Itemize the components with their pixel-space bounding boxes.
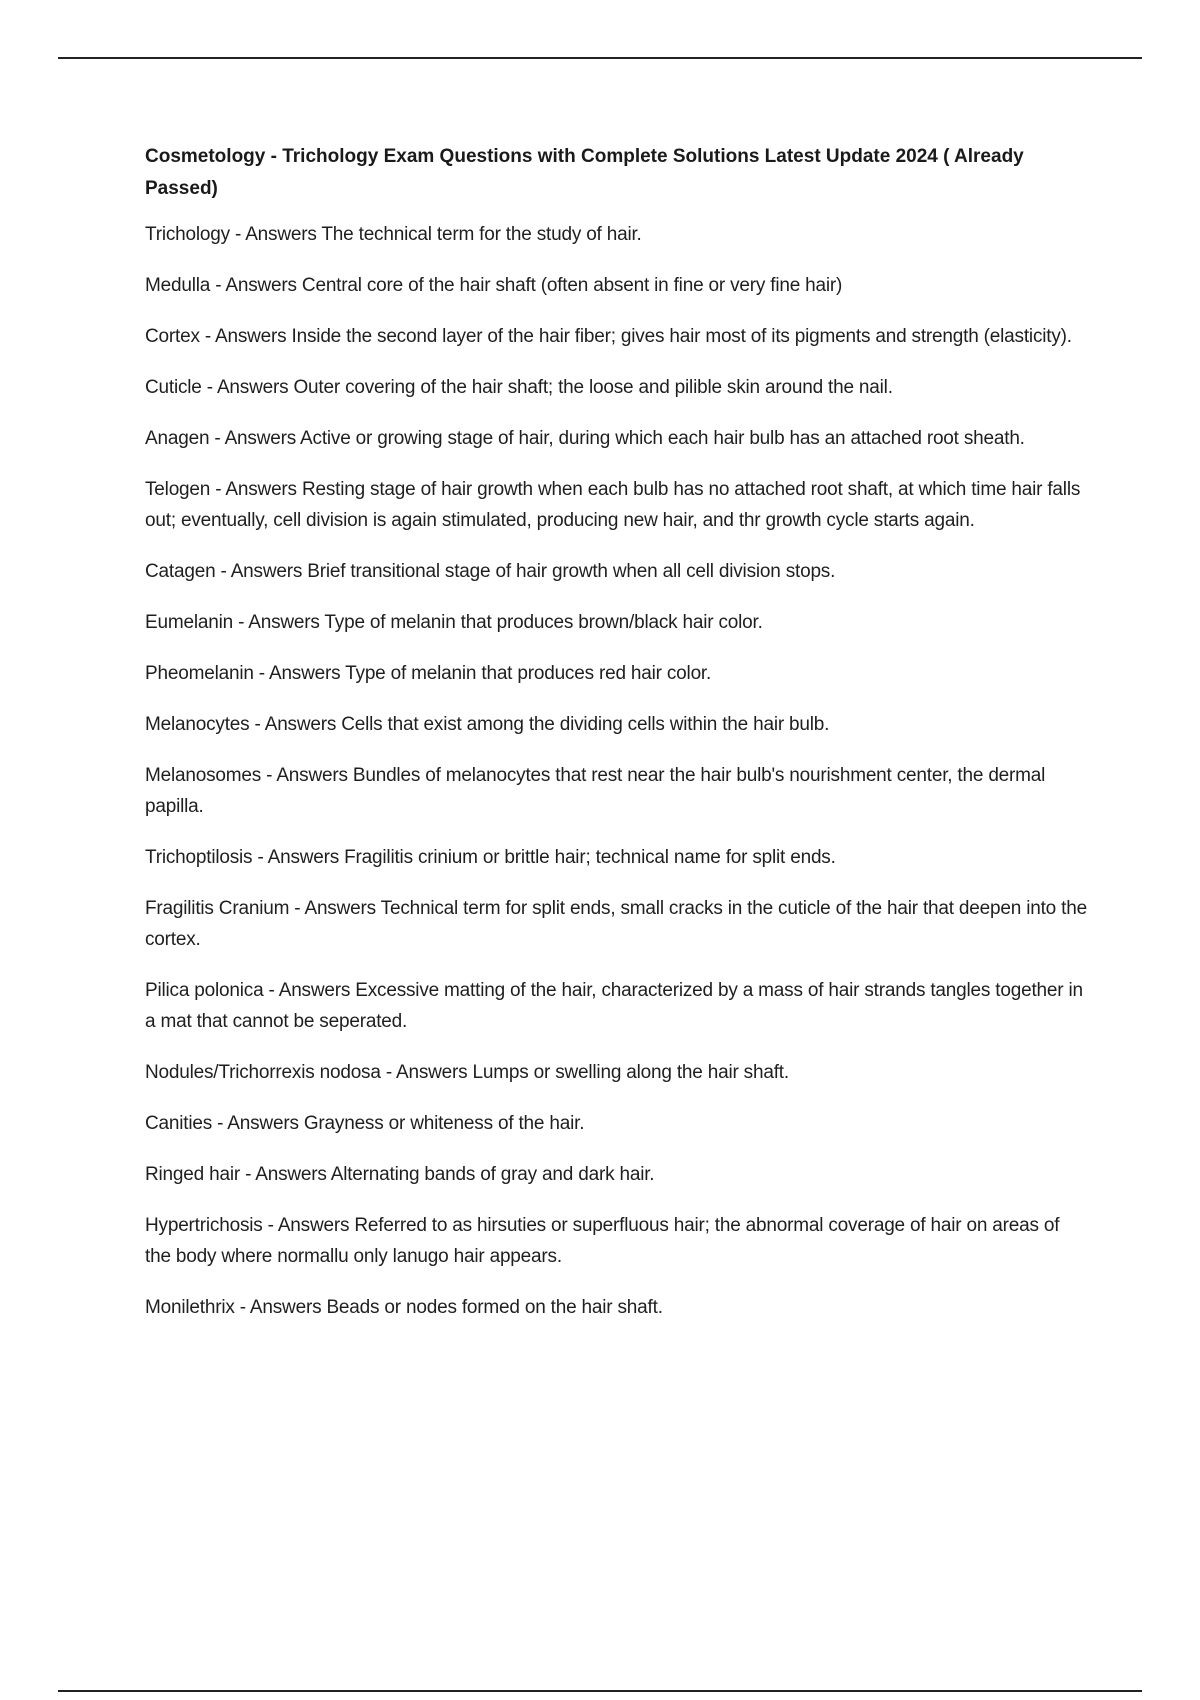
list-item: Cortex - Answers Inside the second layer of the hair fiber; gives hair most of its pigments and strength (elasticity). [145, 326, 1072, 347]
answer: Answers Bundles of melanocytes that rest near the hair bulb's nourishment center, the dermal papilla. [145, 765, 1046, 817]
term: Melanosomes [145, 765, 262, 786]
answer: Answers Central core of the hair shaft (often absent in fine or very fine hair) [225, 275, 843, 296]
list-item: Pheomelanin - Answers Type of melanin that produces red hair color. [145, 663, 712, 684]
term: Medulla [145, 275, 211, 296]
answer: Answers Type of melanin that produces red hair color. [268, 663, 712, 684]
list-item: Pilica polonica - Answers Excessive matting of the hair, characterized by a mass of hair strands tangles together in a mat that cannot be seperated. [145, 980, 1083, 1032]
term: Canities [145, 1113, 213, 1134]
qa-list [145, 219, 1090, 1323]
list-item: Eumelanin - Answers Type of melanin that produces brown/black hair color. [145, 612, 763, 633]
list-item: Hypertrichosis - Answers Referred to as hirsuties or superfluous hair; the abnormal coverage of hair on areas of the body where normallu only lanugo hair appears. [145, 1215, 1060, 1267]
answer: Answers Referred to as hirsuties or superfluous hair; the abnormal coverage of hair on areas of the body where normallu only lanugo hair appears. [145, 1215, 1060, 1267]
term: Fragilitis Cranium [145, 898, 290, 919]
answer: Answers Inside the second layer of the hair fiber; gives hair most of its pigments and strength (elasticity). [215, 326, 1072, 347]
answer: Answers Alternating bands of gray and dark hair. [255, 1164, 655, 1185]
term: Hypertrichosis [145, 1215, 263, 1236]
term: Monilethrix [145, 1297, 235, 1318]
answer: Answers Fragilitis crinium or brittle hair; technical name for split ends. [267, 847, 836, 868]
term: Trichology [145, 224, 230, 245]
list-item: Melanocytes - Answers Cells that exist among the dividing cells within the hair bulb. [145, 714, 830, 735]
list-item: Melanosomes - Answers Bundles of melanocytes that rest near the hair bulb's nourishment center, the dermal papilla. [145, 765, 1046, 817]
term: Pilica polonica [145, 980, 264, 1001]
list-item: Monilethrix - Answers Beads or nodes formed on the hair shaft. [145, 1297, 663, 1318]
term: Melanocytes [145, 714, 250, 735]
answer: Answers Beads or nodes formed on the hair shaft. [249, 1297, 663, 1318]
term: Eumelanin [145, 612, 233, 633]
list-item: Cuticle - Answers Outer covering of the hair shaft; the loose and pilible skin around the nail. [145, 377, 893, 398]
term: Catagen [145, 561, 216, 582]
document-title: Cosmetology - Trichology Exam Questions with Complete Solutions Latest Update 2024 ( Already Passed) [145, 146, 1024, 199]
list-item: Telogen - Answers Resting stage of hair growth when each bulb has no attached root shaft, at which time hair falls out; eventually, cell division is again stimulated, producing new hair, and thr growth cycle starts again. [145, 479, 1081, 531]
answer: Answers Grayness or whiteness of the hair. [227, 1113, 585, 1134]
list-item: Catagen - Answers Brief transitional stage of hair growth when all cell division stops. [145, 561, 836, 582]
term: Nodules/Trichorrexis nodosa [145, 1062, 381, 1083]
answer: Answers Brief transitional stage of hair growth when all cell division stops. [230, 561, 836, 582]
answer: Answers Active or growing stage of hair, during which each hair bulb has an attached root sheath. [224, 428, 1025, 449]
answer: Answers Resting stage of hair growth when each bulb has no attached root shaft, at which time hair falls out; eventually, cell division is again stimulated, producing new hair, and thr growth cycle starts again. [145, 479, 1081, 531]
answer: Answers Cells that exist among the dividing cells within the hair bulb. [264, 714, 830, 735]
document-body [145, 141, 1090, 1343]
list-item: Nodules/Trichorrexis nodosa - Answers Lumps or swelling along the hair shaft. [145, 1062, 789, 1083]
term: Trichoptilosis [145, 847, 253, 868]
answer: Answers Lumps or swelling along the hair shaft. [395, 1062, 789, 1083]
answer: Answers Technical term for split ends, small cracks in the cuticle of the hair that deepen into the cortex. [145, 898, 1087, 950]
term: Telogen [145, 479, 211, 500]
answer: Answers The technical term for the study of hair. [245, 224, 642, 245]
answer: Answers Type of melanin that produces brown/black hair color. [248, 612, 763, 633]
term: Pheomelanin [145, 663, 254, 684]
list-item: Canities - Answers Grayness or whiteness of the hair. [145, 1113, 585, 1134]
list-item: Anagen - Answers Active or growing stage of hair, during which each hair bulb has an attached root sheath. [145, 428, 1025, 449]
term: Anagen [145, 428, 210, 449]
list-item: Fragilitis Cranium - Answers Technical term for split ends, small cracks in the cuticle of the hair that deepen into the cortex. [145, 898, 1087, 950]
footer-divider [58, 1690, 1142, 1692]
answer: Answers Excessive matting of the hair, characterized by a mass of hair strands tangles together in a mat that cannot be seperated. [145, 980, 1083, 1032]
term: Cuticle [145, 377, 202, 398]
list-item: Trichoptilosis - Answers Fragilitis crinium or brittle hair; technical name for split ends. [145, 847, 836, 868]
list-item: Medulla - Answers Central core of the hair shaft (often absent in fine or very fine hair) [145, 275, 843, 296]
list-item: Trichology - Answers The technical term for the study of hair. [145, 224, 642, 245]
list-item: Ringed hair - Answers Alternating bands of gray and dark hair. [145, 1164, 655, 1185]
header-divider [58, 57, 1142, 59]
term: Cortex [145, 326, 200, 347]
term: Ringed hair [145, 1164, 240, 1185]
answer: Answers Outer covering of the hair shaft; the loose and pilible skin around the nail. [216, 377, 893, 398]
